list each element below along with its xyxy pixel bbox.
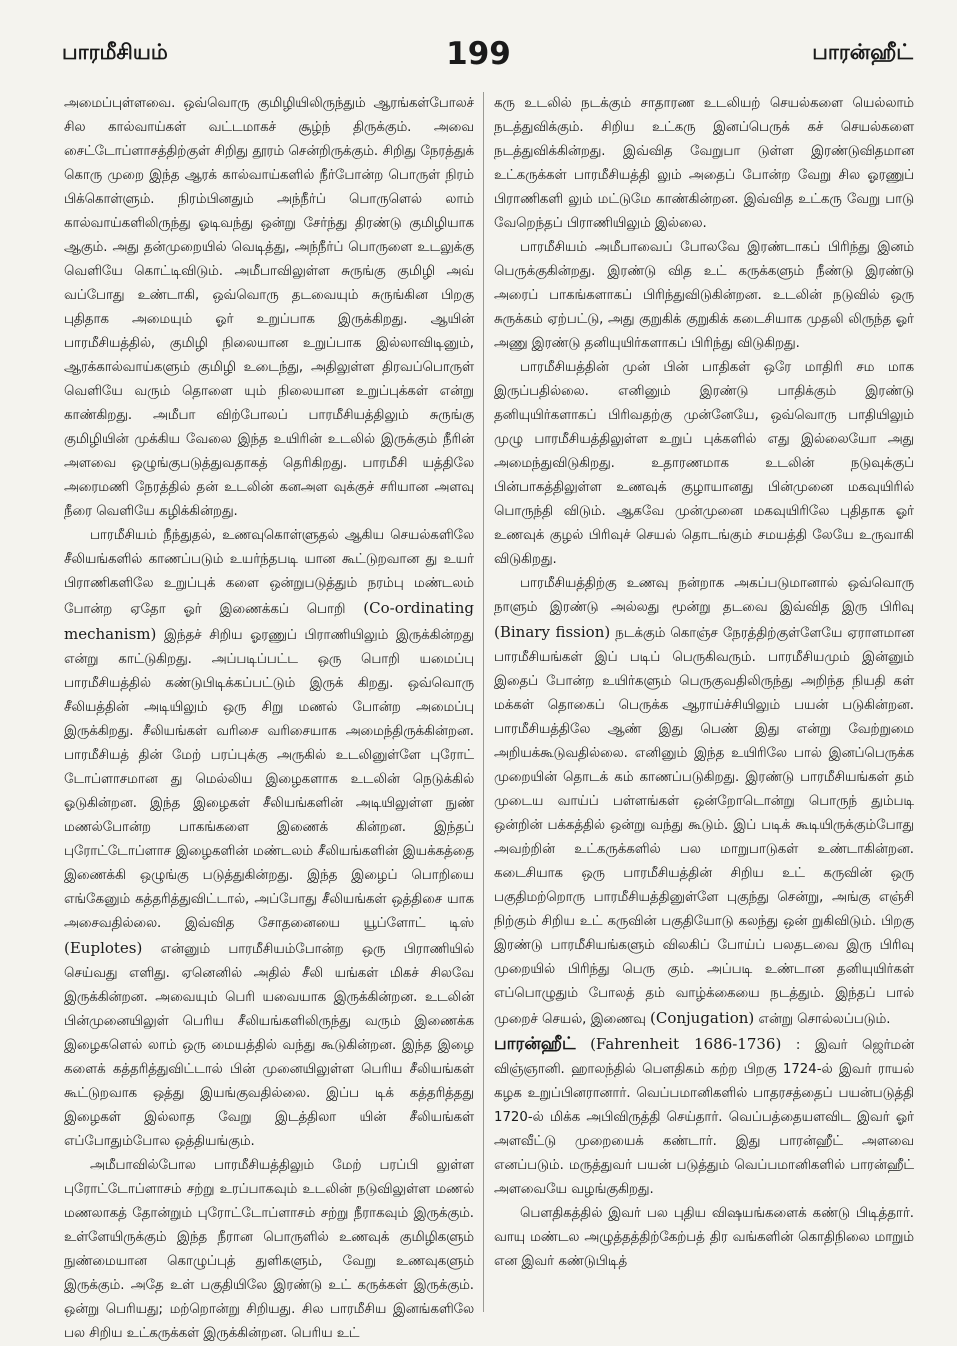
paragraph: அமைப்புள்ளவை. ஒவ்வொரு குமிழியிலிருந்தும் ஆரங்கள்போலச் சில கால்வாய்கள் வட்டமாகச் சூழ்ந் திருக்கும். அவை சைட்டோப்ளாசத்திற்குள் சிறிது தூரம் சென்றிருக்கும். சிறிது நேரத்துக் கொரு முறை இந்த ஆரக் கால்வாய்களில் நீர்போன்ற பொருள் நிரம் பிக்கொள்ளும். நிரம்பினதும் அந்நீர்ப் பொருளெல் லாம் கால்வாய்களிலிருந்து ஓடிவந்து ஒன்று சேர்ந்து திரண்டு குமிழியாக ஆகும். அது தன்முறையில் வெடித்து, அந்நீர்ப் பொருளை உடலுக்கு வெளியே கொட்டிவிடும். அமீபாவிலுள்ள சுருங்கு குமிழி அவ் வப்போது உண்டாகி, ஒவ்வொரு தடவையும் சுருங்கின பிறகு புதிதாக அமையும் ஓர் உறுப்பாக இருக்கிறது. ஆயின் பாரமீசியத்தில், குமிழி நிலையான உறுப்பாக இல்லாவிடினும், ஆரக்கால்வாய்களும் குமிழி உடைந்து, அதிலுள்ள திரவப்பொருள் வெளியே வரும் தொளை யும் நிலையான உறுப்புக்கள் என்று காண்கிறது. அமீபா விற்போலப் பாரமீசியத்திலும் சுருங்கு குமிழியின் முக்கிய வேலை இந்த உயிரின் உடலில் இருக்கும் நீரின் அளவை ஒழுங்குபடுத்துவதாகத் தெரிகிறது. பாரமீசி யத்திலே அரைமணி நேரத்தில் தன் உடலின் கனஅள வுக்குச் சரியான அளவு நீரை வெளியே கழிக்கின்றது. [64, 96, 474, 519]
encyclopedia-entry [494, 1032, 914, 1202]
english-term: (Binary fission) [494, 623, 611, 641]
right-column [494, 92, 914, 1317]
entry-english-title: (Fahrenheit 1686-1736) [590, 1035, 782, 1053]
paragraph [494, 572, 914, 1032]
paragraph-text: பாரமீசியம் நீந்துதல், உணவுகொள்ளுதல் ஆகிய செயல்களிலே சீலியங்களில் காணப்படும் உயர்ந்தபடி யான கூட்டுறவான து உயர் பிராணிகளிலே உறுப்புக் களை ஒன்றுபடுத்தும் நரம்பு மண்டலம் போன்ற ஏதோ ஓர் இணைக்கப் பொறி [64, 528, 474, 617]
entry-title: பாரன்ஹீட் [494, 1034, 576, 1054]
paragraph: பௌதிகத்தில் இவர் பல புதிய விஷயங்களைக் கண்டு பிடித்தார். வாயு மண்டல அழுத்தத்திற்கேற்பத் திர வங்களின் கொதிநிலை மாறும் என இவர் கண்டுபிடித் [494, 1206, 914, 1269]
running-header-left: பாரமீசியம் [62, 40, 168, 64]
english-term: (Conjugation) [650, 1009, 755, 1027]
paragraph: பாரமீசியத்தின் முன் பின் பாதிகள் ஒரே மாதிரி சம மாக இருப்பதில்லை. எனினும் இரண்டு பாதிக்கும் இரண்டு தனியுயிர்களாகப் பிரிவதற்கு முன்னேயே, ஒவ்வொரு பாதியிலும் முழு பாரமீசியத்திலுள்ள உறுப் புக்களில் எது இல்லையோ அது அமைந்துவிடுகிறது. உதாரணமாக உடலின் நடுவுக்குப் பின்பாகத்திலுள்ள உணவுக் குழாயானது பின்முனை மகவுயிரில் பொருந்தி விடும். ஆகவே முன்முனை மகவுயிரிலே புதிதாக ஓர் உணவுக் குழல் பிரிவுச் செயல் தொடங்கும் சமயத்தி லேயே உருவாகி விடுகிறது. [494, 360, 914, 567]
english-term: (Euplotes) [64, 939, 143, 957]
paragraph-text: என்னும் பாரமீசியம்போன்ற ஒரு பிராணியில் செய்வது எளிது. ஏனெனில் அதில் சீலி யங்கள் மிகச் சிலவே இருக்கின்றன. அவையும் பெரி யவையாக இருக்கின்றன. உடலின் பின்முனையிலுள் பெரிய சீலியங்களிலிருந்து வரும் இணைக்க இழைகளெல் லாம் ஒரு மையத்தில் வந்து கூடுகின்றன. இந்த இழை களைக் கத்தரித்துவிட்டால் பின் முனையிலுள்ள பெரிய சீலியங்கள் கூட்டுறவாக ஒத்து இயங்குவதில்லை. இப்ப டிக் கத்தரித்தது இழைகள் இல்லாத வேறு இடத்திலா யின் சீலியங்கள் எப்போதும்போல ஒத்தியங்கும். [64, 942, 474, 1149]
paragraph-text: என்று சொல்லப்படும். [758, 1012, 891, 1027]
paragraph: அமீபாவில்போல பாரமீசியத்திலும் மேற் பரப்பி லுள்ள புரோட்டோப்ளாசம் சற்று உரப்பாகவும் உடலின் நடுவிலுள்ள மணல் மணலாகத் தோன்றும் புரோட்டோப்ளாசம் சற்று நீராகவும் இருக்கும். உள்ளேயிருக்கும் இந்த நீரான பொருளில் உணவுக் குமிழிகளும் நுண்மையான கொழுப்புத் துளிகளும், வேறு உணவுகளும் இருக்கும். அதே உள் பகுதியிலே இரண்டு உட் கருக்கள் இருக்கும். ஒன்று பெரியது; மற்றொன்று சிறியது. சில பாரமீசிய இனங்களிலே பல சிறிய உட்கருக்கள் இருக்கின்றன. பெரிய உட் [64, 1158, 474, 1341]
english-term: (Co-ordinating mechanism) [64, 599, 474, 643]
entry-text: : இவர் ஜெர்மன் விஞ்ஞானி. ஹாலந்தில் பௌதிகம் கற்ற பிறகு 1724-ல் இவர் ராயல் கழக உறுப்பினரானார். வெப்பமானிகளில் பாதரசத்தைப் பயன்படுத்தி 1720-ல் மிக்க அபிவிருத்தி செய்தார். வெப்பத்தையளவிட இவர் ஓர் அளவீட்டு முறையைக் கண்டார். இது பாரன்ஹீட் அளவை எனப்படும். மருத்துவர் பயன் படுத்தும் வெப்பமானிகளில் பாரன்ஹீட் அளவையே வழங்குகிறது. [494, 1038, 914, 1197]
left-column [64, 92, 474, 1341]
paragraph-text: நடக்கும் கொஞ்ச நேரத்திற்குள்ளேயே ஏராளமான பாரமீசியங்கள் இப் படிப் பெருகிவரும். பாரமீசியமும் இன்னும் இதைப் போன்ற உயிர்களும் பெருகுவதிலிருந்து அறிந்த நியதி கள் மக்கள் தொகைப் பெருக்க ஆராய்ச்சியிலும் பயன் படுகின்றன. பாரமீசியத்திலே ஆண் இது பெண் இது என்று வேற்றுமை அறியக்கூடுவதில்லை. எனினும் இந்த உயிரிலே பால் இனப்பெருக்க முறையின் தொடக் கம் காணப்படுகிறது. இரண்டு பாரமீசியங்கள் தம் முடைய வாய்ப் பள்ளங்கள் ஒன்றோடொன்று பொருந் தும்படி ஒன்றின் பக்கத்தில் ஒன்று வந்து கூடும். இப் படிக் கூடியிருக்கும்போது அவற்றின் உட்கருக்களில் பல மாறுபாடுகள் உண்டாகின்றன. கடைசியாக ஒரு பாரமீசியத்தின் சிறிய உட் கருவின் ஒரு பகுதிமற்றொரு பாரமீசியத்தினுள்ளே புகுந்து சென்று, அங்கு எஞ்சி நிற்கும் சிறிய உட் கருவின் பகுதியோடு கலந்து ஒன் றுகிவிடும். பிறகு இரண்டு பாரமீசியங்களும் விலகிப் போய்ப் பலதடவை இரு பிரிவு முறையில் பிரிந்து பெரு கும். அப்படி உண்டான தனியுயிர்கள் எப்பொழுதும் போலத் தம் வாழ்க்கையை நடத்தும். இந்தப் பால் முறைச் செயல், இணைவு [494, 626, 915, 1027]
column-divider [483, 92, 484, 1312]
paragraph: பாரமீசியம் அமீபாவைப் போலவே இரண்டாகப் பிரிந்து இனம் பெருக்குகின்றது. இரண்டு வித உட் கருக்களும் நீண்டு இரண்டு அரைப் பாகங்களாகப் பிரிந்துவிடுகின்றன. உடலின் நடுவில் ஒரு சுருக்கம் ஏற்பட்டு, அது குறுகிக் குறுகிக் கடைசியாக முதலி லிருந்த ஓர் அணு இரண்டு தனியுயிர்களாகப் பிரிந்து விடுகிறது. [494, 240, 914, 351]
running-header-right: பாரன்ஹீட் [812, 40, 913, 64]
page-number: 199 [446, 36, 511, 72]
paragraph: கரு உடலில் நடக்கும் சாதாரண உடலியற் செயல்களை யெல்லாம் நடத்துவிக்கும். சிறிய உட்கரு இனப்பெருக் கச் செயல்களை நடத்துவிக்கின்றது. இவ்வித வேறுபா டுள்ள இரண்டுவிதமான உட்கருக்கள் பாரமீசியத்தி லும் அதைப் போன்ற வேறு சில ஓரணுப் பிராணிகளி லும் மட்டுமே காண்கின்றன. இவ்வித உட்கரு வேறு பாடு வேறெந்தப் பிராணியிலும் இல்லை. [494, 96, 914, 231]
paragraph-text: பாரமீசியத்திற்கு உணவு நன்றாக அகப்படுமானால் ஒவ்வொரு நாளும் இரண்டு அல்லது மூன்று தடவை இவ்வித இரு பிரிவு [494, 576, 914, 615]
paragraph-text: இந்தச் சிறிய ஓரணுப் பிராணியிலும் இருக்கின்றது என்று காட்டுகிறது. அப்படிப்பட்ட ஒரு பொறி யமைப்பு பாரமீசியத்தில் கண்டுபிடிக்கப்பட்டும் இருக் கிறது. ஒவ்வொரு சீலியத்தின் அடியிலும் ஒரு சிறு மணல் போன்ற அமைப்பு இருக்கிறது. சீலியங்கள் வரிசை வரிசையாக அமைந்திருக்கின்றன. பாரமீசியத் தின் மேற் பரப்புக்கு அருகில் உடலினுள்ளே புரோட் டோப்ளாசமான து மெல்லிய இழைகளாக உடலின் நெடுக்கில் ஓடுகின்றன. இந்த இழைகள் சீலியங்களின் அடியிலுள்ள நுண் மணல்போன்ற பாகங்களை இணைக் கின்றன. இந்தப் புரோட்டோப்ளாச இழைகளின் மண்டலம் சீலியங்களின் இயக்கத்தை இணைக்கி ஒழுங்கு படுத்துகின்றது. இந்த இழைப் பொறியை எங்கேனும் கத்தரித்துவிட்டால், அப்போது சீலியங்கள் ஒத்திசை யாக அசைவதில்லை. இவ்வித சோதனையை யூப்ளோட் டிஸ் [64, 628, 474, 931]
paragraph [64, 524, 474, 1154]
